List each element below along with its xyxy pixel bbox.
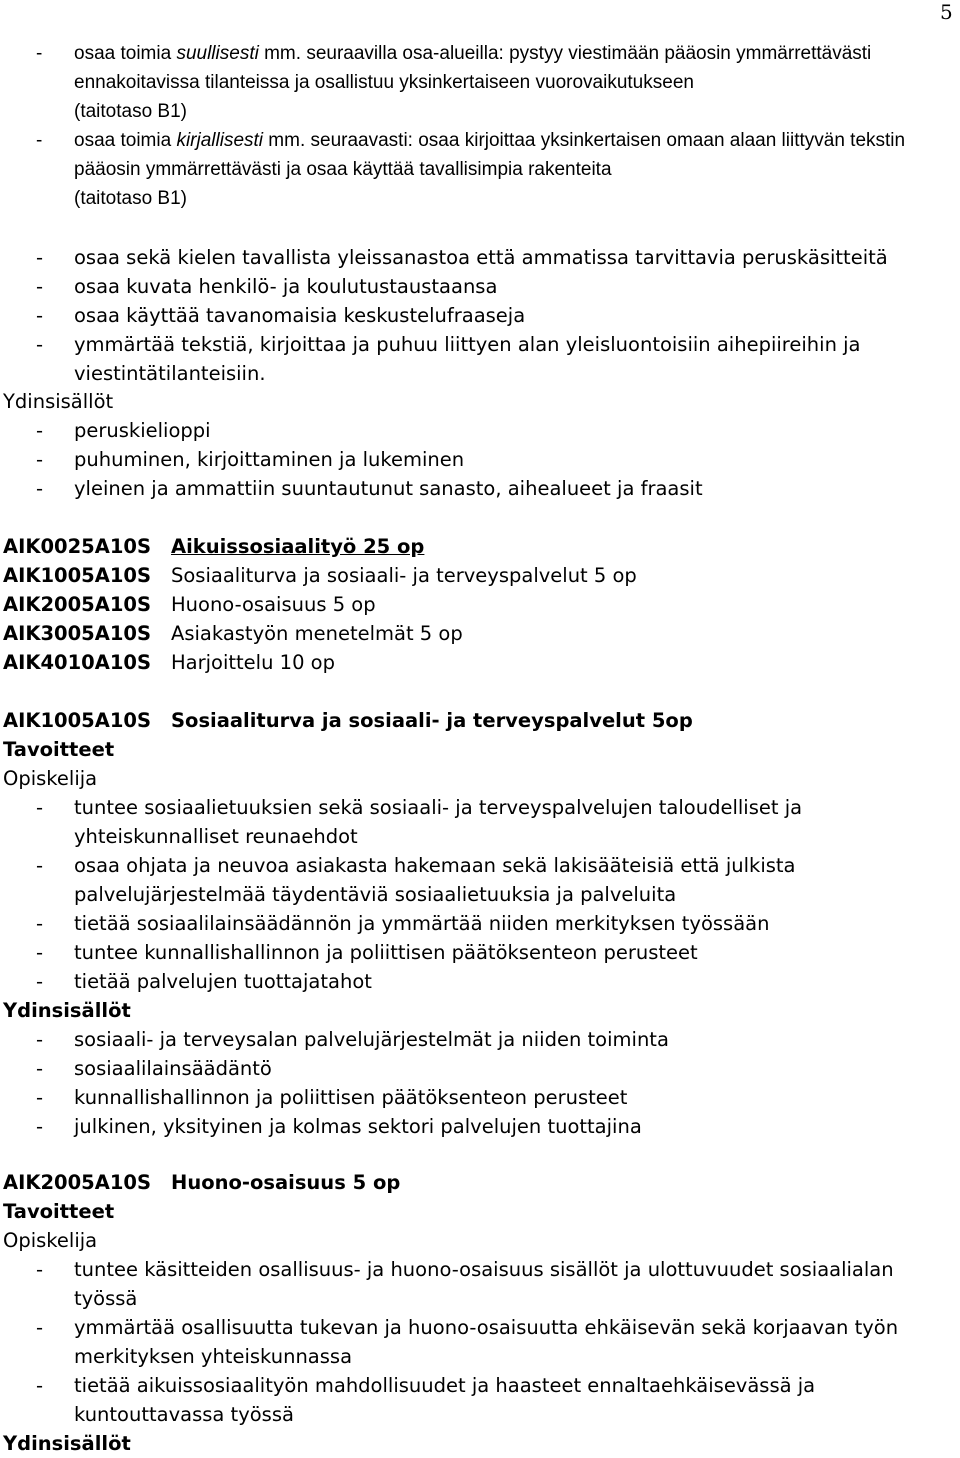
course-section-1 <box>0 706 940 1141</box>
emphasis: kirjallisesti <box>176 130 264 151</box>
section-heading: Ydinsisällöt <box>3 999 131 1022</box>
list-item: - kunnallishallinnon ja poliittisen päätöksenteon perusteet <box>36 1086 628 1109</box>
list-item: - tuntee käsitteiden osallisuus- ja huono-osaisuus sisällöt ja ulottuvuudet sosiaalialan työssä <box>36 1258 894 1310</box>
list-item: - tuntee sosiaalietuuksien sekä sosiaali- ja terveyspalvelujen taloudelliset ja yhteiskunnalliset reunaehdot <box>36 796 803 848</box>
list-item: - osaa toimia kirjallisesti mm. seuraavasti: osaa kirjoittaa yksinkertaisen omaan alaan liittyvän tekstin pääosin ymmärrettävästi ja osaa käyttää tavallisimpia rakenteita <box>36 130 906 180</box>
skill-level: (taitotaso B1) <box>74 101 187 122</box>
list-item: - osaa ohjata ja neuvoa asiakasta hakemaan sekä lakisääteisiä että julkista palvelujärjestelmää täydentäviä sosiaalietuuksia ja palveluita <box>36 854 796 906</box>
student-label: Opiskelija <box>3 1229 98 1252</box>
core-contents-1 <box>0 387 940 503</box>
list-item: - osaa toimia suullisesti mm. seuraavilla osa-alueilla: pystyy viestimään pääosin ymmärrettävästi ennakoitavissa tilanteissa ja osallistuu yksinkertaiseen vuorovaikutukseen <box>36 43 872 93</box>
list-item: - osaa sekä kielen tavallista yleissanastoa että ammatissa tarvittavia peruskäsitteitä <box>36 246 888 269</box>
list-item: - tietää aikuissosiaalityön mahdollisuudet ja haasteet ennaltaehkäisevässä ja kuntouttavassa työssä <box>36 1374 816 1426</box>
intro-list <box>0 39 940 213</box>
module-title: AIK0025A10S Aikuissosiaalityö 25 op <box>3 535 425 558</box>
goals-heading: Tavoitteet <box>3 738 115 761</box>
list-item: - sosiaalilainsäädäntö <box>36 1057 272 1080</box>
course-row: AIK3005A10S Asiakastyön menetelmät 5 op <box>3 622 463 645</box>
course-title: AIK1005A10S Sosiaaliturva ja sosiaali- ja terveyspalvelut 5op <box>3 709 693 732</box>
list-item: - puhuminen, kirjoittaminen ja lukeminen <box>36 448 465 471</box>
list-item: - ymmärtää osallisuutta tukevan ja huono-osaisuutta ehkäisevän sekä korjaavan työn merkityksen yhteiskunnassa <box>36 1316 899 1368</box>
course-row: AIK2005A10S Huono-osaisuus 5 op <box>3 593 376 616</box>
list-item: - osaa kuvata henkilö- ja koulutustaustaansa <box>36 275 498 298</box>
course-section-2 <box>0 1168 940 1458</box>
page-number: 5 <box>940 0 953 24</box>
section-heading: Ydinsisällöt <box>3 1432 131 1455</box>
list-item: - sosiaali- ja terveysalan palvelujärjestelmät ja niiden toiminta <box>36 1028 669 1051</box>
intro-list-2 <box>0 243 940 388</box>
list-item: - tietää palvelujen tuottajatahot <box>36 970 372 993</box>
course-title: AIK2005A10S Huono-osaisuus 5 op <box>3 1171 401 1194</box>
skill-level: (taitotaso B1) <box>74 188 187 209</box>
list-item: - osaa käyttää tavanomaisia keskustelufraaseja <box>36 304 526 327</box>
list-item: - julkinen, yksityinen ja kolmas sektori palvelujen tuottajina <box>36 1115 642 1138</box>
course-row: AIK1005A10S Sosiaaliturva ja sosiaali- ja terveyspalvelut 5 op <box>3 564 637 587</box>
list-item: - tuntee kunnallishallinnon ja poliittisen päätöksenteon perusteet <box>36 941 698 964</box>
list-item: - yleinen ja ammattiin suuntautunut sanasto, aihealueet ja fraasit <box>36 477 703 500</box>
emphasis: suullisesti <box>176 43 259 64</box>
list-item: - tietää sosiaalilainsäädännön ja ymmärtää niiden merkityksen työssään <box>36 912 770 935</box>
student-label: Opiskelija <box>3 767 98 790</box>
goals-heading: Tavoitteet <box>3 1200 115 1223</box>
list-item: - peruskielioppi <box>36 419 211 442</box>
module-listing <box>0 532 940 677</box>
course-row: AIK4010A10S Harjoittelu 10 op <box>3 651 335 674</box>
list-item: - ymmärtää tekstiä, kirjoittaa ja puhuu liittyen alan yleisluontoisiin aihepiireihin ja viestintätilanteisiin. <box>36 333 861 385</box>
section-heading: Ydinsisällöt <box>3 390 114 413</box>
